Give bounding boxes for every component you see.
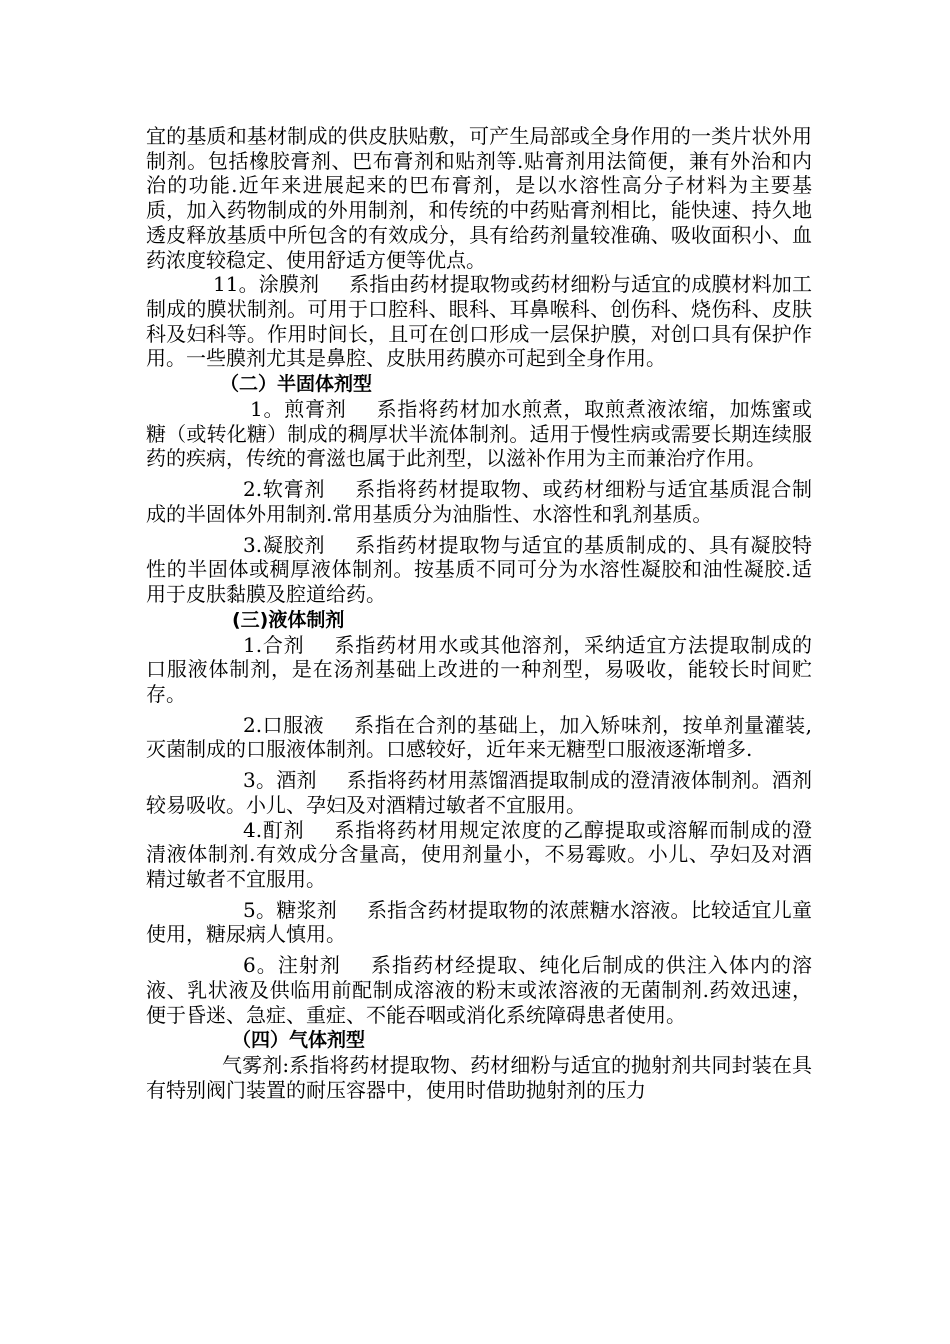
definition-medicinal-wine: 系指将药材用蒸馏酒提取制成的澄清液体制剂。酒剂较易吸收。小儿、孕妇及对酒精过敏者不宜服用。 [146, 768, 813, 817]
definition-mixture: 系指药材用水或其他溶剂，采纳适宜方法提取制成的口服液体制剂，是在汤剂基础上改进的一种剂型，易吸收，能较长时间贮存。 [146, 632, 813, 707]
term-ointment: 2.软膏剂 [243, 477, 326, 502]
paragraph-decoction-paste [146, 397, 812, 471]
document-body [146, 124, 812, 1103]
definition-film-coating: 系指由药材提取物或药材细粉与适宜的成膜材料加工制成的膜状制剂。可用于口腔科、眼科、耳鼻喉科、创伤科、烧伤科、皮肤科及妇科等。作用时间长，且可在创口形成一层保护膜，对创口具有保护作用。一些膜剂尤其是鼻腔、皮肤用药膜亦可起到全身作用。 [146, 272, 812, 371]
section-heading-semisolid: （二）半固体剂型 [220, 373, 373, 396]
section-heading-gas: （四）气体剂型 [232, 1029, 366, 1052]
term-injection: 6。注射剂 [243, 953, 341, 978]
paragraph-gel [146, 533, 812, 607]
paragraph-mixture [146, 633, 812, 707]
term-oral-liquid: 2.口服液 [243, 712, 325, 737]
paragraph-injection [146, 953, 812, 1027]
paragraph-plaster-continued: 宜的基质和基材制成的供皮肤贴敷，可产生局部或全身作用的一类片状外用制剂。包括橡胶膏剂、巴布膏剂和贴剂等.贴膏剂用法简便，兼有外治和内治的功能.近年来进展起来的巴布膏剂，是以水溶性高分子材料为主要基质，加入药物制成的外用制剂，和传统的中药贴膏剂相比，能快速、持久地透皮释放基质中所包含的有效成分，具有给药剂量较准确、吸收面积小、血药浓度较稳定、使用舒适方便等优点。 [146, 124, 812, 272]
paragraph-tincture [146, 818, 812, 892]
definition-syrup: 系指含药材提取物的浓蔗糖水溶液。比较适宜儿童使用，糖尿病人慎用。 [146, 897, 812, 947]
term-film-coating: 11。涂膜剂 [213, 272, 320, 297]
term-medicinal-wine: 3。酒剂 [243, 768, 317, 793]
section-heading-liquid: (三)液体制剂 [232, 608, 345, 631]
paragraph-film-coating [146, 272, 812, 371]
paragraph-oral-liquid [146, 713, 812, 762]
paragraph-aerosol: 气雾剂:系指将药材提取物、药材细粉与适宜的抛射剂共同封装在具有特别阀门装置的耐压容器中，使用时借助抛射剂的压力 [146, 1053, 812, 1102]
definition-injection: 系指药材经提取、纯化后制成的供注入体内的溶液、乳状液及供临用前配制成溶液的粉末或浓溶液的无菌制剂.药效迅速，便于昏迷、急症、重症、不能吞咽或消化系统障碍患者使用。 [146, 953, 812, 1027]
term-decoction-paste: 1。煎膏剂 [250, 397, 347, 422]
definition-oral-liquid: 系指在合剂的基础上，加入矫味剂，按单剂量灌装,灭菌制成的口服液体制剂。口感较好，近年来无糖型口服液逐渐增多. [146, 712, 812, 762]
definition-ointment: 系指将药材提取物、或药材细粉与适宜基质混合制成的半固体外用制剂.常用基质分为油脂性、水溶性和乳剂基质。 [146, 477, 813, 526]
definition-gel: 系指药材提取物与适宜的基质制成的、具有凝胶特性的半固体或稠厚液体制剂。按基质不同可分为水溶性凝胶和油性凝胶.适用于皮肤黏膜及腔道给药。 [146, 532, 813, 606]
paragraph-syrup [146, 898, 812, 947]
definition-decoction-paste: 系指将药材加水煎煮，取煎煮液浓缩，加炼蜜或糖（或转化糖）制成的稠厚状半流体制剂。适用于慢性病或需要长期连续服药的疾病，传统的膏滋也属于此剂型，以滋补作用为主而兼治疗作用。 [146, 397, 812, 471]
term-tincture: 4.酊剂 [243, 817, 305, 842]
paragraph-ointment [146, 477, 812, 526]
term-syrup: 5。糖浆剂 [243, 897, 337, 922]
definition-tincture: 系指将药材用规定浓度的乙醇提取或溶解而制成的澄清液体制剂.有效成分含量高，使用剂量小，不易霉败。小儿、孕妇及对酒精过敏者不宜服用。 [146, 817, 813, 891]
term-mixture: 1.合剂 [243, 632, 305, 657]
paragraph-medicinal-wine [146, 768, 812, 817]
term-gel: 3.凝胶剂 [243, 532, 326, 557]
